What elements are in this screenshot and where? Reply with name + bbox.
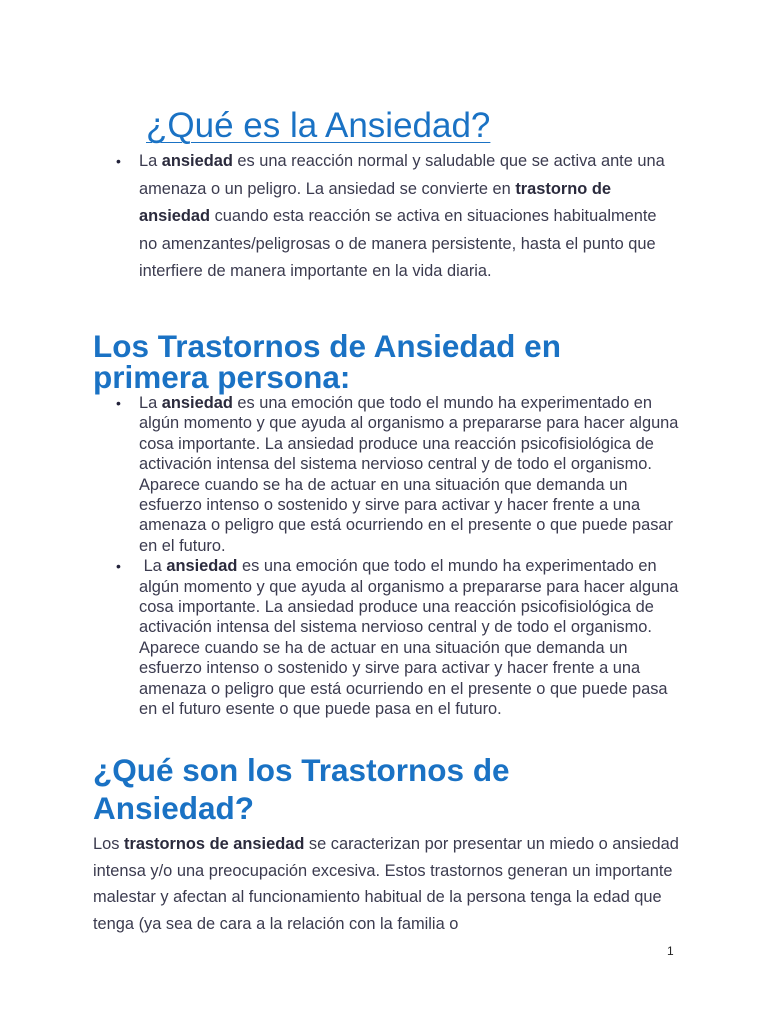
bullet-icon: • (116, 395, 121, 411)
bullet-icon: • (116, 153, 121, 169)
bold-term: trastornos de ansiedad (123, 835, 305, 853)
paragraph-text: se caracterizan por presentar un miedo o ansiedad intensa y/o una preocupación excesiva. Estos trastornos generan un importante malestar y afectan al funcionamiento habitual de la persona tenga la edad que tenga (ya sea de cara a la relación con la familia o (93, 835, 679, 933)
section-heading-que-son-trastornos: ¿Qué son los Trastornos de Ansiedad? (93, 752, 510, 826)
bold-term: ansiedad (161, 394, 233, 412)
paragraph-text: Los (93, 835, 124, 853)
paragraph-text: La (139, 152, 162, 170)
paragraph-text: La (139, 557, 167, 576)
page-number: 1 (667, 944, 674, 958)
section-heading-primera-persona: Los Trastornos de Ansiedad en primera persona: (93, 328, 561, 395)
list-item (116, 556, 679, 719)
bullet-list-definition (116, 148, 679, 286)
paragraph-trastornos (93, 831, 683, 937)
bold-term: ansiedad (166, 557, 238, 576)
paragraph-text: es una emoción que todo el mundo ha experimentado en algún momento y que ayuda al organismo a prepararse para hacer alguna cosa importante. La ansiedad produce una reacción psicofisiológica de activación intensa del sistema nervioso central y de todo el organismo. Aparece cuando se ha de actuar en una situación que demanda un esfuerzo intenso o sostenido y sirve para activar y hacer frente a una amenaza o peligro que está ocurriendo en el presente o que puede pasa en el futuro esente o que puede pasa en el futuro. (139, 557, 679, 719)
bullet-icon: • (116, 558, 121, 575)
list-item (116, 393, 679, 556)
bold-term: trastorno de ansiedad (139, 179, 611, 225)
bullet-list-primera-persona (116, 393, 679, 720)
paragraph-text: La (139, 394, 162, 412)
paragraph-text: es una emoción que todo el mundo ha experimentado en algún momento y que ayuda al organismo a prepararse para hacer alguna cosa importante. La ansiedad produce una reacción psicofisiológica de activación intensa del sistema nervioso central y de todo el organismo. Aparece cuando se ha de actuar en una situación que demanda un esfuerzo intenso o sostenido y sirve para activar y hacer frente a una amenaza o peligro que está ocurriendo en el presente o que puede pasar en el futuro. (139, 394, 679, 555)
bold-term: ansiedad (161, 152, 233, 170)
list-item (116, 148, 679, 286)
paragraph-text: es una reacción normal y saludable que se activa ante una amenaza o un peligro. La ansiedad se convierte en (139, 152, 665, 198)
paragraph-text: cuando esta reacción se activa en situaciones habitualmente no amenzantes/peligrosas o de manera persistente, hasta el punto que interfiere de manera importante en la vida diaria. (139, 207, 657, 280)
section-heading-que-es-ansiedad: ¿Qué es la Ansiedad? (146, 106, 491, 145)
